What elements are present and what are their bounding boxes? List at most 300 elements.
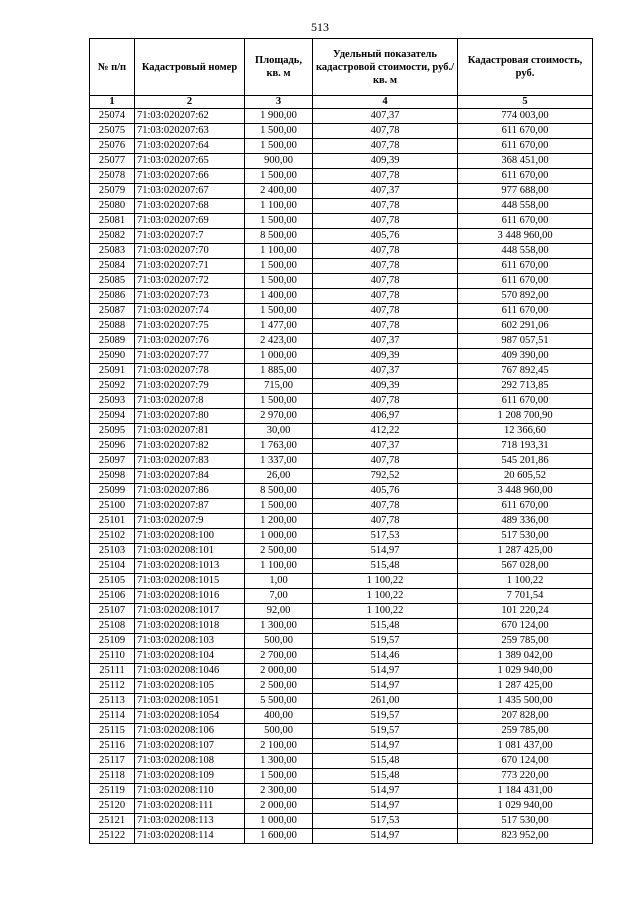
table-row [90, 229, 593, 244]
specific-value-cell: 407,78 [313, 244, 458, 259]
column-number: 3 [245, 96, 313, 109]
cadastral-cost-cell: 611 670,00 [458, 124, 593, 139]
cadastral-number-cell: 71:03:020207:84 [135, 469, 245, 484]
row-number-cell: 25097 [90, 454, 135, 469]
cadastral-cost-cell: 1 287 425,00 [458, 544, 593, 559]
header-specific-value: Удельный показатель кадастровой стоимости, руб./кв. м [313, 39, 458, 96]
specific-value-cell: 514,97 [313, 799, 458, 814]
specific-value-cell: 407,37 [313, 439, 458, 454]
row-number-cell: 25113 [90, 694, 135, 709]
cadastral-cost-cell: 773 220,00 [458, 769, 593, 784]
specific-value-cell: 407,37 [313, 334, 458, 349]
cadastral-cost-cell: 611 670,00 [458, 499, 593, 514]
area-cell: 900,00 [245, 154, 313, 169]
table-row [90, 604, 593, 619]
specific-value-cell: 519,57 [313, 709, 458, 724]
table-row [90, 334, 593, 349]
cadastral-cost-cell: 718 193,31 [458, 439, 593, 454]
area-cell: 2 400,00 [245, 184, 313, 199]
area-cell: 1 477,00 [245, 319, 313, 334]
specific-value-cell: 517,53 [313, 814, 458, 829]
table-row [90, 679, 593, 694]
cadastral-number-cell: 71:03:020208:1051 [135, 694, 245, 709]
specific-value-cell: 514,97 [313, 829, 458, 844]
header-cadastral-number: Кадастровый номер [135, 39, 245, 96]
specific-value-cell: 514,46 [313, 649, 458, 664]
table-row [90, 199, 593, 214]
area-cell: 1 000,00 [245, 349, 313, 364]
table-row [90, 589, 593, 604]
column-number-row [90, 96, 593, 109]
cadastral-cost-cell: 3 448 960,00 [458, 229, 593, 244]
cadastral-number-cell: 71:03:020207:7 [135, 229, 245, 244]
cadastral-number-cell: 71:03:020208:1018 [135, 619, 245, 634]
cadastral-number-cell: 71:03:020207:74 [135, 304, 245, 319]
row-number-cell: 25082 [90, 229, 135, 244]
row-number-cell: 25086 [90, 289, 135, 304]
area-cell: 2 700,00 [245, 649, 313, 664]
specific-value-cell: 407,78 [313, 259, 458, 274]
cadastral-cost-cell: 767 892,45 [458, 364, 593, 379]
specific-value-cell: 407,78 [313, 319, 458, 334]
cadastral-cost-cell: 1 184 431,00 [458, 784, 593, 799]
cadastral-number-cell: 71:03:020207:64 [135, 139, 245, 154]
cadastral-number-cell: 71:03:020207:77 [135, 349, 245, 364]
row-number-cell: 25074 [90, 109, 135, 124]
row-number-cell: 25103 [90, 544, 135, 559]
area-cell: 1 885,00 [245, 364, 313, 379]
row-number-cell: 25105 [90, 574, 135, 589]
cadastral-cost-cell: 774 003,00 [458, 109, 593, 124]
area-cell: 1 500,00 [245, 214, 313, 229]
table-header [90, 39, 593, 109]
cadastral-cost-cell: 409 390,00 [458, 349, 593, 364]
table-row [90, 454, 593, 469]
table-row [90, 259, 593, 274]
cadastral-cost-cell: 448 558,00 [458, 199, 593, 214]
cadastral-number-cell: 71:03:020207:66 [135, 169, 245, 184]
cadastral-cost-cell: 1 029 940,00 [458, 664, 593, 679]
cadastral-cost-cell: 292 713,85 [458, 379, 593, 394]
area-cell: 26,00 [245, 469, 313, 484]
row-number-cell: 25080 [90, 199, 135, 214]
table-row [90, 484, 593, 499]
cadastral-cost-cell: 259 785,00 [458, 724, 593, 739]
row-number-cell: 25083 [90, 244, 135, 259]
cadastral-number-cell: 71:03:020207:62 [135, 109, 245, 124]
row-number-cell: 25077 [90, 154, 135, 169]
row-number-cell: 25095 [90, 424, 135, 439]
table-row [90, 769, 593, 784]
cadastral-number-cell: 71:03:020208:109 [135, 769, 245, 784]
table-row [90, 169, 593, 184]
cadastral-table [89, 38, 593, 844]
table-row [90, 139, 593, 154]
cadastral-cost-cell: 1 208 700,90 [458, 409, 593, 424]
area-cell: 2 000,00 [245, 799, 313, 814]
area-cell: 1 500,00 [245, 769, 313, 784]
cadastral-number-cell: 71:03:020207:78 [135, 364, 245, 379]
table-row [90, 739, 593, 754]
area-cell: 715,00 [245, 379, 313, 394]
table-row [90, 799, 593, 814]
specific-value-cell: 515,48 [313, 769, 458, 784]
area-cell: 5 500,00 [245, 694, 313, 709]
row-number-cell: 25088 [90, 319, 135, 334]
header-number: № п/п [90, 39, 135, 96]
cadastral-number-cell: 71:03:020207:65 [135, 154, 245, 169]
table-row [90, 469, 593, 484]
specific-value-cell: 261,00 [313, 694, 458, 709]
area-cell: 1 500,00 [245, 139, 313, 154]
specific-value-cell: 409,39 [313, 379, 458, 394]
cadastral-number-cell: 71:03:020207:87 [135, 499, 245, 514]
table-row [90, 694, 593, 709]
column-number: 4 [313, 96, 458, 109]
specific-value-cell: 407,78 [313, 199, 458, 214]
specific-value-cell: 792,52 [313, 469, 458, 484]
cadastral-cost-cell: 20 605,52 [458, 469, 593, 484]
cadastral-cost-cell: 977 688,00 [458, 184, 593, 199]
cadastral-cost-cell: 517 530,00 [458, 814, 593, 829]
specific-value-cell: 515,48 [313, 754, 458, 769]
table-row [90, 574, 593, 589]
table-row [90, 124, 593, 139]
cadastral-number-cell: 71:03:020207:68 [135, 199, 245, 214]
cadastral-cost-cell: 1 100,22 [458, 574, 593, 589]
table-row [90, 784, 593, 799]
table-row [90, 274, 593, 289]
table-row [90, 349, 593, 364]
row-number-cell: 25079 [90, 184, 135, 199]
table-row [90, 544, 593, 559]
specific-value-cell: 514,97 [313, 544, 458, 559]
specific-value-cell: 407,78 [313, 214, 458, 229]
row-number-cell: 25120 [90, 799, 135, 814]
page-number: 513 [311, 20, 329, 34]
area-cell: 1 200,00 [245, 514, 313, 529]
row-number-cell: 25076 [90, 139, 135, 154]
header-row [90, 39, 593, 96]
table-row [90, 304, 593, 319]
row-number-cell: 25104 [90, 559, 135, 574]
area-cell: 2 423,00 [245, 334, 313, 349]
area-cell: 30,00 [245, 424, 313, 439]
row-number-cell: 25099 [90, 484, 135, 499]
cadastral-number-cell: 71:03:020208:1017 [135, 604, 245, 619]
table-row [90, 154, 593, 169]
row-number-cell: 25122 [90, 829, 135, 844]
area-cell: 1 100,00 [245, 244, 313, 259]
specific-value-cell: 407,78 [313, 454, 458, 469]
cadastral-number-cell: 71:03:020208:100 [135, 529, 245, 544]
row-number-cell: 25109 [90, 634, 135, 649]
specific-value-cell: 409,39 [313, 154, 458, 169]
cadastral-cost-cell: 1 435 500,00 [458, 694, 593, 709]
row-number-cell: 25098 [90, 469, 135, 484]
specific-value-cell: 514,97 [313, 739, 458, 754]
cadastral-cost-cell: 12 366,60 [458, 424, 593, 439]
table-body [90, 109, 593, 844]
row-number-cell: 25117 [90, 754, 135, 769]
specific-value-cell: 514,97 [313, 784, 458, 799]
row-number-cell: 25091 [90, 364, 135, 379]
row-number-cell: 25110 [90, 649, 135, 664]
cadastral-number-cell: 71:03:020207:82 [135, 439, 245, 454]
specific-value-cell: 515,48 [313, 619, 458, 634]
cadastral-number-cell: 71:03:020208:1015 [135, 574, 245, 589]
cadastral-number-cell: 71:03:020207:73 [135, 289, 245, 304]
table-row [90, 499, 593, 514]
cadastral-number-cell: 71:03:020207:9 [135, 514, 245, 529]
table-row [90, 289, 593, 304]
cadastral-cost-cell: 368 451,00 [458, 154, 593, 169]
area-cell: 1,00 [245, 574, 313, 589]
specific-value-cell: 514,97 [313, 679, 458, 694]
specific-value-cell: 407,78 [313, 289, 458, 304]
area-cell: 1 600,00 [245, 829, 313, 844]
area-cell: 500,00 [245, 634, 313, 649]
cadastral-cost-cell: 448 558,00 [458, 244, 593, 259]
cadastral-cost-cell: 611 670,00 [458, 169, 593, 184]
specific-value-cell: 519,57 [313, 724, 458, 739]
row-number-cell: 25087 [90, 304, 135, 319]
row-number-cell: 25111 [90, 664, 135, 679]
table-row [90, 664, 593, 679]
cadastral-number-cell: 71:03:020207:80 [135, 409, 245, 424]
row-number-cell: 25114 [90, 709, 135, 724]
cadastral-cost-cell: 570 892,00 [458, 289, 593, 304]
specific-value-cell: 1 100,22 [313, 574, 458, 589]
area-cell: 1 000,00 [245, 814, 313, 829]
area-cell: 1 500,00 [245, 499, 313, 514]
cadastral-number-cell: 71:03:020207:79 [135, 379, 245, 394]
cadastral-number-cell: 71:03:020208:1016 [135, 589, 245, 604]
cadastral-number-cell: 71:03:020208:113 [135, 814, 245, 829]
cadastral-number-cell: 71:03:020208:1046 [135, 664, 245, 679]
row-number-cell: 25092 [90, 379, 135, 394]
column-number: 2 [135, 96, 245, 109]
specific-value-cell: 515,48 [313, 559, 458, 574]
table-row [90, 814, 593, 829]
cadastral-number-cell: 71:03:020208:104 [135, 649, 245, 664]
cadastral-number-cell: 71:03:020207:8 [135, 394, 245, 409]
table-row [90, 724, 593, 739]
row-number-cell: 25093 [90, 394, 135, 409]
cadastral-cost-cell: 1 287 425,00 [458, 679, 593, 694]
table-row [90, 109, 593, 124]
table-row [90, 409, 593, 424]
row-number-cell: 25108 [90, 619, 135, 634]
cadastral-number-cell: 71:03:020207:71 [135, 259, 245, 274]
area-cell: 1 300,00 [245, 754, 313, 769]
area-cell: 8 500,00 [245, 484, 313, 499]
specific-value-cell: 407,37 [313, 109, 458, 124]
cadastral-number-cell: 71:03:020207:67 [135, 184, 245, 199]
cadastral-cost-cell: 517 530,00 [458, 529, 593, 544]
cadastral-number-cell: 71:03:020207:76 [135, 334, 245, 349]
cadastral-number-cell: 71:03:020208:108 [135, 754, 245, 769]
column-number: 1 [90, 96, 135, 109]
cadastral-number-cell: 71:03:020207:75 [135, 319, 245, 334]
area-cell: 1 500,00 [245, 274, 313, 289]
row-number-cell: 25084 [90, 259, 135, 274]
table-row [90, 829, 593, 844]
specific-value-cell: 1 100,22 [313, 604, 458, 619]
area-cell: 1 500,00 [245, 124, 313, 139]
area-cell: 1 300,00 [245, 619, 313, 634]
area-cell: 1 900,00 [245, 109, 313, 124]
specific-value-cell: 405,76 [313, 229, 458, 244]
area-cell: 2 500,00 [245, 544, 313, 559]
row-number-cell: 25116 [90, 739, 135, 754]
cadastral-number-cell: 71:03:020208:106 [135, 724, 245, 739]
row-number-cell: 25121 [90, 814, 135, 829]
cadastral-cost-cell: 567 028,00 [458, 559, 593, 574]
cadastral-number-cell: 71:03:020208:1013 [135, 559, 245, 574]
cadastral-number-cell: 71:03:020207:83 [135, 454, 245, 469]
row-number-cell: 25089 [90, 334, 135, 349]
cadastral-number-cell: 71:03:020208:114 [135, 829, 245, 844]
cadastral-cost-cell: 611 670,00 [458, 214, 593, 229]
cadastral-number-cell: 71:03:020208:107 [135, 739, 245, 754]
area-cell: 400,00 [245, 709, 313, 724]
area-cell: 500,00 [245, 724, 313, 739]
row-number-cell: 25078 [90, 169, 135, 184]
row-number-cell: 25107 [90, 604, 135, 619]
area-cell: 1 763,00 [245, 439, 313, 454]
area-cell: 2 000,00 [245, 664, 313, 679]
area-cell: 1 100,00 [245, 559, 313, 574]
cadastral-cost-cell: 611 670,00 [458, 274, 593, 289]
area-cell: 1 000,00 [245, 529, 313, 544]
table-row [90, 649, 593, 664]
area-cell: 2 500,00 [245, 679, 313, 694]
table-row [90, 439, 593, 454]
row-number-cell: 25118 [90, 769, 135, 784]
cadastral-cost-cell: 602 291,06 [458, 319, 593, 334]
cadastral-cost-cell: 1 029 940,00 [458, 799, 593, 814]
specific-value-cell: 1 100,22 [313, 589, 458, 604]
cadastral-number-cell: 71:03:020208:110 [135, 784, 245, 799]
area-cell: 1 500,00 [245, 304, 313, 319]
column-number: 5 [458, 96, 593, 109]
specific-value-cell: 514,97 [313, 664, 458, 679]
area-cell: 1 500,00 [245, 259, 313, 274]
row-number-cell: 25075 [90, 124, 135, 139]
table-row [90, 184, 593, 199]
specific-value-cell: 517,53 [313, 529, 458, 544]
cadastral-cost-cell: 987 057,51 [458, 334, 593, 349]
area-cell: 92,00 [245, 604, 313, 619]
cadastral-number-cell: 71:03:020207:86 [135, 484, 245, 499]
area-cell: 1 337,00 [245, 454, 313, 469]
cadastral-number-cell: 71:03:020208:103 [135, 634, 245, 649]
specific-value-cell: 406,97 [313, 409, 458, 424]
specific-value-cell: 407,78 [313, 139, 458, 154]
cadastral-cost-cell: 489 336,00 [458, 514, 593, 529]
table-row [90, 634, 593, 649]
cadastral-cost-cell: 611 670,00 [458, 259, 593, 274]
cadastral-cost-cell: 670 124,00 [458, 619, 593, 634]
cadastral-number-cell: 71:03:020208:111 [135, 799, 245, 814]
row-number-cell: 25094 [90, 409, 135, 424]
table-row [90, 559, 593, 574]
table-row [90, 424, 593, 439]
specific-value-cell: 412,22 [313, 424, 458, 439]
row-number-cell: 25115 [90, 724, 135, 739]
area-cell: 1 400,00 [245, 289, 313, 304]
table-row [90, 514, 593, 529]
area-cell: 2 100,00 [245, 739, 313, 754]
cadastral-cost-cell: 259 785,00 [458, 634, 593, 649]
cadastral-number-cell: 71:03:020207:72 [135, 274, 245, 289]
header-cadastral-cost: Кадастровая стоимость, руб. [458, 39, 593, 96]
specific-value-cell: 407,78 [313, 514, 458, 529]
cadastral-number-cell: 71:03:020208:1054 [135, 709, 245, 724]
specific-value-cell: 407,78 [313, 274, 458, 289]
cadastral-cost-cell: 1 389 042,00 [458, 649, 593, 664]
table-row [90, 619, 593, 634]
area-cell: 2 300,00 [245, 784, 313, 799]
cadastral-number-cell: 71:03:020208:105 [135, 679, 245, 694]
specific-value-cell: 407,78 [313, 124, 458, 139]
specific-value-cell: 407,78 [313, 394, 458, 409]
specific-value-cell: 519,57 [313, 634, 458, 649]
cadastral-cost-cell: 101 220,24 [458, 604, 593, 619]
specific-value-cell: 407,78 [313, 304, 458, 319]
row-number-cell: 25096 [90, 439, 135, 454]
cadastral-number-cell: 71:03:020208:101 [135, 544, 245, 559]
cadastral-cost-cell: 823 952,00 [458, 829, 593, 844]
cadastral-number-cell: 71:03:020207:69 [135, 214, 245, 229]
area-cell: 1 500,00 [245, 169, 313, 184]
table-row [90, 244, 593, 259]
specific-value-cell: 409,39 [313, 349, 458, 364]
cadastral-number-cell: 71:03:020207:70 [135, 244, 245, 259]
table-row [90, 709, 593, 724]
cadastral-cost-cell: 611 670,00 [458, 304, 593, 319]
row-number-cell: 25085 [90, 274, 135, 289]
specific-value-cell: 407,78 [313, 499, 458, 514]
table-row [90, 214, 593, 229]
cadastral-cost-cell: 611 670,00 [458, 394, 593, 409]
row-number-cell: 25112 [90, 679, 135, 694]
row-number-cell: 25100 [90, 499, 135, 514]
area-cell: 7,00 [245, 589, 313, 604]
cadastral-cost-cell: 7 701,54 [458, 589, 593, 604]
table-row [90, 754, 593, 769]
cadastral-number-cell: 71:03:020207:63 [135, 124, 245, 139]
row-number-cell: 25102 [90, 529, 135, 544]
cadastral-cost-cell: 207 828,00 [458, 709, 593, 724]
specific-value-cell: 407,78 [313, 169, 458, 184]
row-number-cell: 25106 [90, 589, 135, 604]
cadastral-cost-cell: 611 670,00 [458, 139, 593, 154]
cadastral-cost-cell: 670 124,00 [458, 754, 593, 769]
area-cell: 1 500,00 [245, 394, 313, 409]
cadastral-cost-cell: 1 081 437,00 [458, 739, 593, 754]
specific-value-cell: 407,37 [313, 364, 458, 379]
row-number-cell: 25090 [90, 349, 135, 364]
row-number-cell: 25081 [90, 214, 135, 229]
table-row [90, 379, 593, 394]
cadastral-number-cell: 71:03:020207:81 [135, 424, 245, 439]
table-row [90, 529, 593, 544]
specific-value-cell: 407,37 [313, 184, 458, 199]
specific-value-cell: 405,76 [313, 484, 458, 499]
table-row [90, 394, 593, 409]
